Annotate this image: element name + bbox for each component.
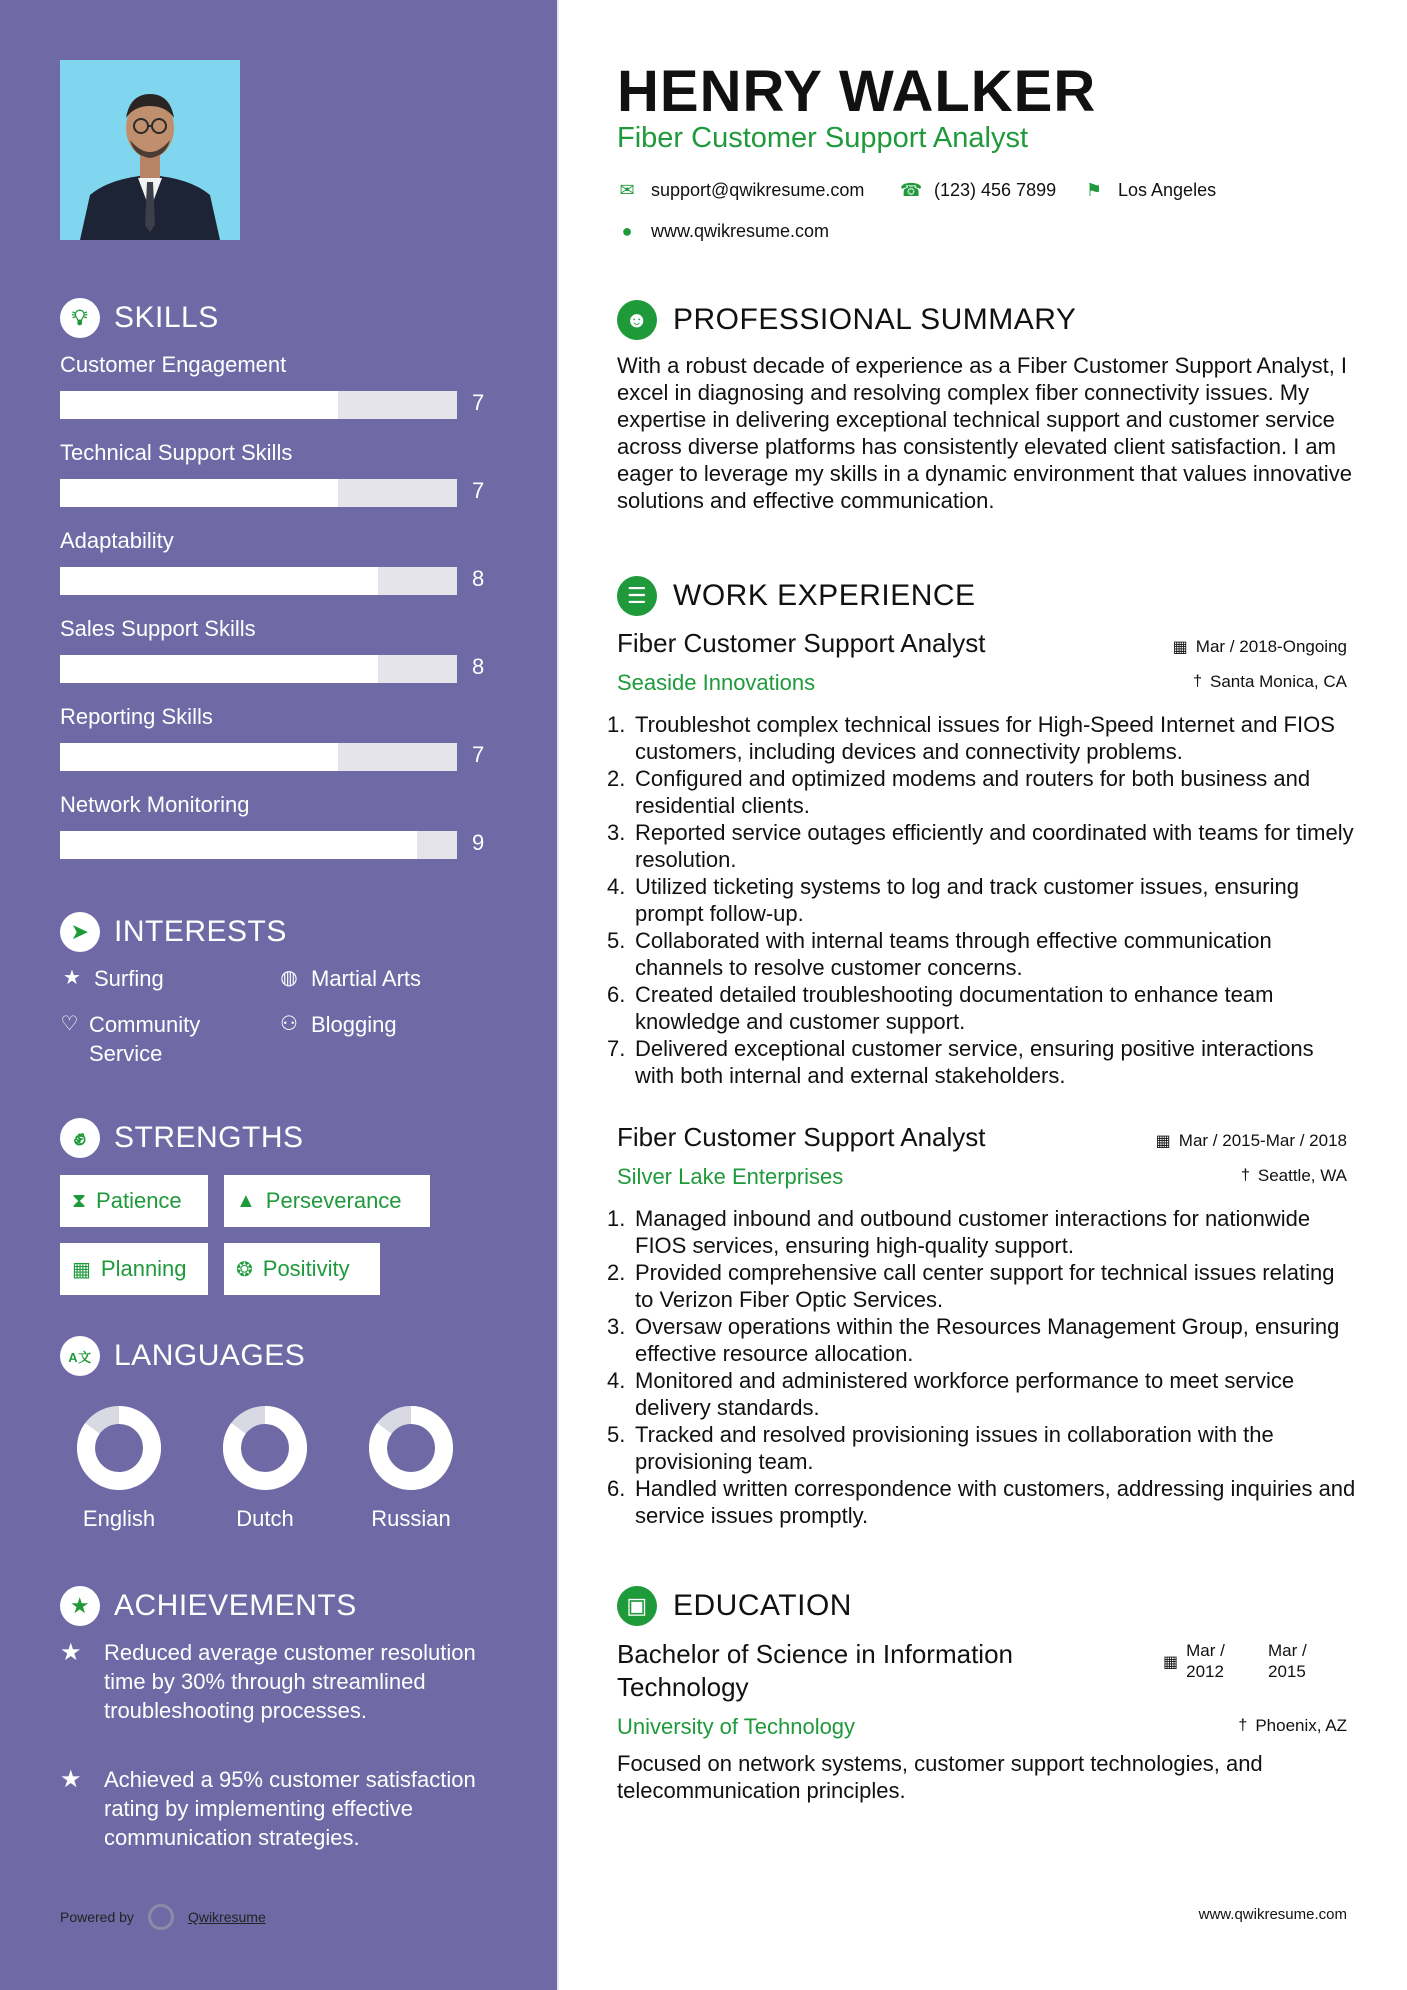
experience-heading: ☰ WORK EXPERIENCE [617,576,976,616]
calendar-icon: ▦ [1155,1133,1171,1150]
duty-text: Handled written correspondence with customers, addressing inquiries and service issues promptly. [635,1476,1356,1528]
school: University of Technology [617,1714,856,1739]
calendar-icon: ▦ [1163,1654,1179,1671]
pushpin-icon: † [1240,1167,1250,1184]
language-donut [366,1403,456,1493]
chair-icon: ☰ [617,576,657,616]
skill-bar-fill [60,567,378,595]
duty-text: Oversaw operations within the Resources Management Group, ensuring effective resource allocation. [635,1314,1340,1366]
strength-badge: ▦ Planning [60,1243,208,1295]
handshake-icon: ♡ [60,1013,79,1035]
phone-icon: ☎ [900,180,923,200]
duty-text: Provided comprehensive call center support for technical issues relating to Verizon Fiber Optic Services. [635,1260,1335,1312]
duty-item [607,981,1357,1035]
calendar-icon: ▦ [1172,639,1188,656]
graduation-icon: ▣ [617,1586,657,1626]
interest-item: ♡ Community Service [60,1012,201,1066]
interest-item: ★ Surfing [60,964,164,993]
skill-label: Network Monitoring [60,792,250,817]
pushpin-icon: † [1238,1717,1248,1734]
job-company: Seaside Innovations [617,670,816,695]
globe-icon: ◍ [280,967,298,989]
skill-value: 7 [472,742,485,767]
language-label: Dutch [236,1506,294,1531]
job-date: ▦ Mar / 2018-Ongoing [1172,637,1347,656]
skill-value: 7 [472,390,485,415]
duty-item [607,1475,1357,1529]
skill-value: 7 [472,478,485,503]
edu-start: ▦ Mar / 2012 [1163,1641,1225,1681]
pushpin-icon: † [1193,673,1202,690]
map-pin-icon: ⚑ [1085,180,1103,200]
languages-heading: A文 LANGUAGES [60,1336,305,1376]
summary-heading: ☻ PROFESSIONAL SUMMARY [617,300,1076,340]
column-divider [557,0,559,1990]
star-badge-icon: ★ [60,1586,100,1626]
duty-item [607,873,1357,927]
edu-location: † Phoenix, AZ [1238,1716,1347,1735]
duty-number: 4. [607,1368,626,1393]
job-date: ▦ Mar / 2015-Mar / 2018 [1155,1131,1347,1150]
skill-bar [60,567,457,595]
shooting-star-icon: ★ [60,1766,82,1793]
job-duties [607,1205,1357,1529]
job-location: † Seattle, WA [1240,1166,1347,1185]
contact-location: ⚑ Los Angeles [1085,180,1217,200]
duty-text: Created detailed troubleshooting documentation to enhance team knowledge and customer support. [635,982,1274,1034]
duty-item [607,819,1357,873]
language-donut [220,1403,310,1493]
interests-heading: ➤ INTERESTS [60,912,287,952]
skill-bar-fill [60,391,338,419]
strengths-heading: ✊︎ STRENGTHS [60,1118,304,1158]
skill-label: Adaptability [60,528,174,553]
duty-item [607,1313,1357,1367]
skill-bar-fill [60,743,338,771]
skill-bar [60,391,457,419]
summary-text: With a robust decade of experience as a Fiber Customer Support Analyst, I excel in diagnosing and resolving complex fiber connectivity issues. My expertise in delivering exceptional technical support and customer service across diverse platforms has consistently elevated client satisfaction. I am eager to leverage my skills in a dynamic environment that values innovative solutions and effective communication. [617,353,1352,513]
achievement-item: ★ Achieved a 95% customer satisfaction rating by implementing effective communication strategies. [60,1766,476,1850]
duty-number: 2. [607,1260,626,1285]
skill-bar-fill [60,831,417,859]
envelope-icon: ✉ [619,180,635,200]
duty-number: 3. [607,820,626,845]
paper-plane-icon: ➤ [60,912,100,952]
job-company: Silver Lake Enterprises [617,1164,844,1189]
globe-icon: ● [621,221,633,241]
skills-heading: 💡︎ SKILLS [60,298,219,338]
duty-number: 2. [607,766,626,791]
duty-number: 6. [607,1476,626,1501]
fist-icon: ✊︎ [60,1118,100,1158]
skill-label: Customer Engagement [60,352,287,377]
achievements-heading: ★ ACHIEVEMENTS [60,1586,357,1626]
skill-label: Sales Support Skills [60,616,256,641]
language-donut [74,1403,164,1493]
duty-item [607,711,1357,765]
achievement-item: ★ Reduced average customer resolution time by 30% through streamlined troubleshooting processes. [60,1639,476,1723]
duty-item [607,1259,1357,1313]
hourglass-icon: ⧗ [72,1189,87,1212]
strength-badge: ❂ Positivity [224,1243,380,1295]
duty-number: 1. [607,712,626,737]
footer-url[interactable]: www.qwikresume.com [1198,1906,1347,1923]
duty-text: Utilized ticketing systems to log and track customer issues, ensuring prompt follow-up. [635,874,1299,926]
brand-link[interactable]: Qwikresume [187,1909,266,1925]
contact-email: ✉ support@qwikresume.com [617,180,864,201]
sun-icon: ❂ [236,1258,253,1281]
skill-bar [60,743,457,771]
qwikresume-logo-icon [148,1904,174,1930]
strength-badge: ⧗ Patience [60,1175,208,1227]
duty-item [607,927,1357,981]
language-icon: A文 [60,1336,100,1376]
duty-text: Delivered exceptional customer service, ensuring positive interactions with both internal and external stakeholders. [635,1036,1314,1088]
skill-bar [60,655,457,683]
duty-item [607,1421,1357,1475]
duty-text: Troubleshot complex technical issues for High-Speed Internet and FIOS customers, including devices and connectivity problems. [635,712,1335,764]
strength-badge: ▲ Perseverance [224,1175,430,1227]
skill-bar [60,479,457,507]
job-title: Fiber Customer Support Analyst [617,628,986,658]
duty-number: 7. [607,1036,626,1061]
duty-number: 4. [607,874,626,899]
duty-item [607,1205,1357,1259]
skill-label: Technical Support Skills [60,440,293,465]
edu-description: Focused on network systems, customer support technologies, and telecommunication principles. [617,1751,1263,1803]
duty-text: Reported service outages efficiently and coordinated with teams for timely resolution. [635,820,1354,872]
language-label: English [82,1506,156,1531]
duty-text: Monitored and administered workforce performance to meet service delivery standards. [635,1368,1295,1420]
calendar-icon: ▦ [72,1258,91,1281]
duty-number: 1. [607,1206,626,1231]
duty-item [607,765,1357,819]
interest-item: ◍ Martial Arts [277,964,421,993]
skill-bar [60,831,457,859]
job-title: Fiber Customer Support Analyst [617,1122,986,1152]
candidate-title: Fiber Customer Support Analyst [617,122,1029,154]
job-duties [607,711,1357,1089]
skill-bar-fill [60,479,338,507]
skill-value: 8 [472,566,485,591]
skill-value: 9 [472,830,485,855]
sidebar [0,0,557,1990]
road-icon: ▲ [236,1189,256,1212]
users-icon: ⚇ [280,1013,298,1035]
skill-bar-fill [60,655,378,683]
star-icon: ★ [63,967,81,989]
duty-item [607,1367,1357,1421]
duty-number: 5. [607,928,626,953]
language-label: Russian [371,1506,451,1531]
edu-end: Mar / 2015 [1268,1641,1307,1681]
duty-text: Managed inbound and outbound customer interactions for nationwide FIOS services, ensuring high-quality support. [635,1206,1311,1258]
user-icon: ☻ [617,300,657,340]
duty-item [607,1035,1357,1089]
profile-photo [60,60,240,240]
skill-value: 8 [472,654,485,679]
skill-label: Reporting Skills [60,704,213,729]
contact-website: ● www.qwikresume.com [617,221,829,242]
education-heading: ▣ EDUCATION [617,1586,852,1626]
duty-text: Tracked and resolved provisioning issues in collaboration with the provisioning team. [635,1422,1274,1474]
duty-number: 6. [607,982,626,1007]
degree: Bachelor of Science in Information Technology [617,1639,1013,1702]
duty-number: 3. [607,1314,626,1339]
job-location: † Santa Monica, CA [1193,672,1347,691]
shooting-star-icon: ★ [60,1639,82,1666]
candidate-name: HENRY WALKER [617,59,1097,124]
lightbulb-icon: 💡︎ [60,298,100,338]
powered-by: Powered by Qwikresume [60,1904,266,1930]
duty-number: 5. [607,1422,626,1447]
interest-item: ⚇ Blogging [277,1010,397,1039]
contact-phone: ☎ (123) 456 7899 [900,180,1057,200]
duty-text: Configured and optimized modems and routers for both business and residential clients. [635,766,1311,818]
duty-text: Collaborated with internal teams through effective communication channels to resolve customer concerns. [635,928,1272,980]
